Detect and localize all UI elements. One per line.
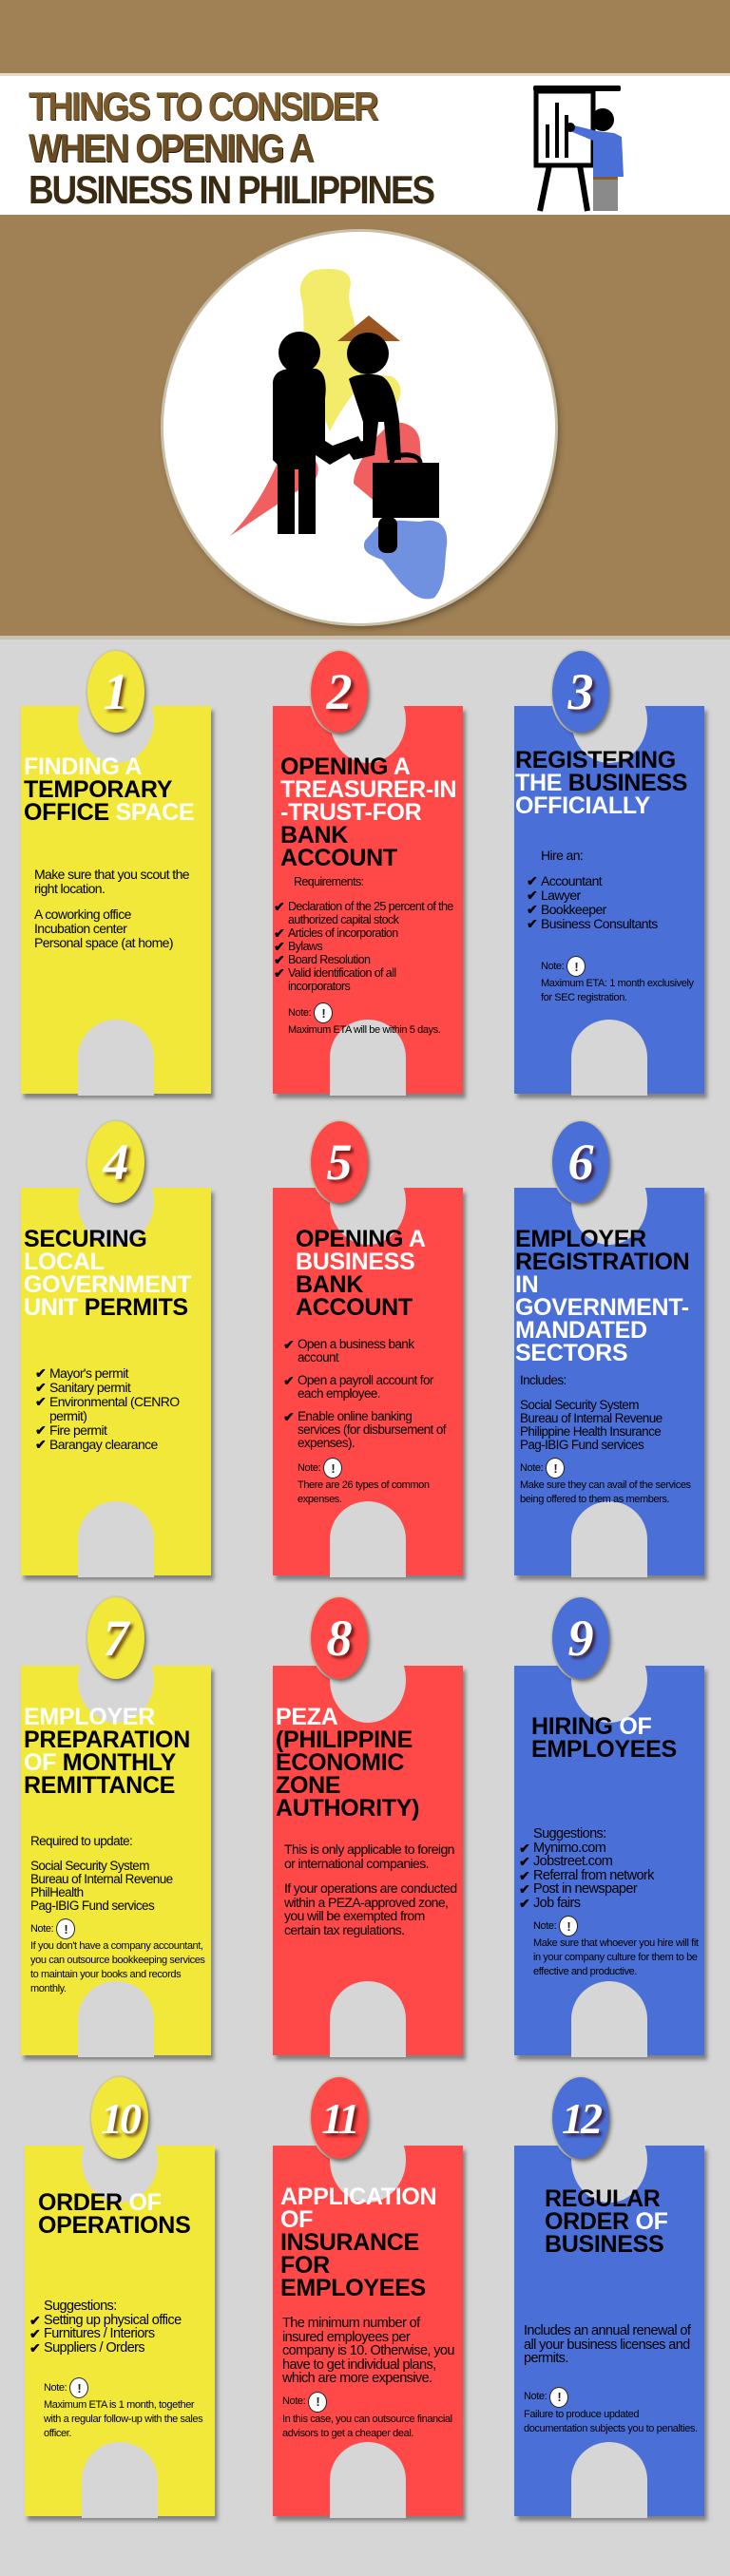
exclamation-icon: ! [546, 1458, 565, 1479]
check-icon: ✔ [519, 1881, 530, 1897]
steps-grid [0, 639, 730, 2568]
step-body: Suggestions: ✔ Mynimo.com ✔ Jobstreet.com ✔ Referral from network ✔ Post in newspaper ✔ Job fairs Note: ! Make sure that whoever you hire will fit in your company culture for them to be effective and productive. [519, 1826, 699, 1977]
step-title: ORDER OF OPERATIONS [38, 2189, 191, 2239]
list-item: ✔ Post in newspaper [519, 1881, 638, 1897]
step-card-9 [514, 1666, 704, 2055]
page-title [29, 86, 433, 211]
step-number-badge: 1 [87, 651, 144, 733]
exclamation-icon: ! [323, 1458, 342, 1479]
step-card-10 [25, 2146, 215, 2516]
step-body [35, 1365, 205, 1452]
exclamation-icon: ! [69, 2377, 88, 2398]
step-body: Suggestions: ✔ Setting up physical office ✔ Furnitures / Interiors ✔ Suppliers / Orders Note: ! Maximum ETA is 1 month, together with a regular follow-up with the sales officer. [44, 2299, 209, 2441]
check-icon: ✔ [519, 1895, 530, 1911]
step-body: Includes an annual renewal of all your business licenses and permits. Note: ! Failure to produce updated documentation subjects you to penalties. [524, 2323, 698, 2434]
step-number-badge: 5 [311, 1121, 368, 1203]
step-note: Note: ! Maximum ETA: 1 month exclusively for SEC registration. [541, 956, 699, 1005]
step-card-4 [21, 1188, 211, 1575]
step-title: FINDING A TEMPORARY OFFICE SPACE [24, 754, 195, 826]
check-icon: ✔ [35, 1437, 47, 1452]
list-item: Bureau of Internal Revenue [30, 1872, 173, 1886]
list-item: Personal space (at home) [34, 935, 173, 950]
check-icon: ✔ [35, 1394, 47, 1409]
list-item: ✔ Environmental (CENRO permit) [35, 1394, 180, 1423]
check-icon: ✔ [527, 902, 538, 917]
step-card-5 [273, 1188, 463, 1575]
exclamation-icon: ! [567, 956, 586, 977]
list-item: ✔ Barangay clearance [35, 1437, 158, 1452]
step-note: Note: ! Maximum ETA is 1 month, together with a regular follow-up with the sales officer. [44, 2377, 209, 2441]
list-item: ✔ Accountant [527, 873, 603, 888]
step-number-badge: 2 [311, 651, 368, 733]
list-item: ✔ Articles of incorporation [274, 925, 398, 941]
check-icon: ✔ [527, 887, 538, 903]
list-item: ✔ Suppliers / Orders [29, 2339, 145, 2356]
step-body: Required to update: Social Security System Bureau of Internal Revenue PhilHealth Pag-IBIG Fund services Note: ! If you don't have a company accountant, you can outsource bookkeeping services to maintain your books and records monthly. [30, 1834, 205, 1994]
step-note: Note: ! Make sure they can avail of the services being offered to them as members. [520, 1458, 699, 1507]
list-item: ✔ Valid identification of all incorporators [274, 965, 396, 993]
step-body: The minimum number of insured employees per company is 10. Otherwise, you have to get individual plans, which are more expensive. Note: ! In this case, you can outsource financial advisors to get a cheaper deal. [282, 2317, 457, 2441]
list-item: A coworking office [34, 906, 131, 922]
handshake-illustration [163, 232, 555, 623]
step-number-badge: 6 [552, 1121, 609, 1203]
title-line-2: WHEN OPENING A [29, 125, 313, 170]
step-card-12 [514, 2146, 704, 2516]
step-card-2 [273, 706, 463, 1094]
list-item: ✔ Jobstreet.com [519, 1854, 613, 1869]
check-icon: ✔ [519, 1854, 530, 1869]
check-icon: ✔ [519, 1840, 530, 1856]
exclamation-icon: ! [559, 1916, 578, 1937]
title-band [0, 76, 730, 219]
check-icon: ✔ [29, 2339, 41, 2356]
step-card-7 [21, 1666, 211, 2055]
step-body: Includes: Social Security System Bureau of Internal Revenue Philippine Health Insurance Pag-IBIG Fund services Note: ! Make sure they can avail of the services being offered to them as members. [520, 1374, 699, 1507]
list-item: ✔ Declaration of the 25 percent of the authorized capital stock [274, 899, 453, 926]
step-note: Note: ! Failure to produce updated documentation subjects you to penalties. [524, 2387, 699, 2436]
list-item: PhilHealth [30, 1885, 84, 1899]
title-line-3: BUSINESS IN PHILIPPINES [29, 167, 433, 212]
step-note: Note: ! Make sure that whoever you hire will fit in your company culture for them to be effective and productive. [533, 1916, 699, 1979]
exclamation-icon: ! [314, 1002, 333, 1023]
list-item: ✔ Fire permit [35, 1422, 107, 1438]
check-icon: ✔ [274, 952, 285, 967]
step-body: This is only applicable to foreign or international companies. If your operations are conducted within a PEZA-approved zone, you will be exempted from certain tax regulations. [284, 1841, 457, 1937]
check-icon: ✔ [519, 1867, 530, 1883]
step-card-1 [21, 706, 211, 1094]
step-number-badge: 3 [552, 651, 609, 733]
step-card-3 [514, 706, 704, 1094]
check-icon: ✔ [527, 916, 538, 931]
list-item: ✔ Setting up physical office [29, 2312, 182, 2328]
step-title: REGISTERING THE BUSINESS OFFICIALLY [515, 747, 688, 819]
check-icon: ✔ [29, 2326, 41, 2341]
step-title: HIRING OF EMPLOYEES [531, 1713, 677, 1763]
list-item: ✔ Job fairs [519, 1895, 581, 1911]
list-item: ✔ Mynimo.com [519, 1840, 606, 1856]
step-number-badge: 7 [87, 1597, 144, 1679]
exclamation-icon: ! [308, 2392, 327, 2413]
check-icon: ✔ [283, 1373, 295, 1388]
list-item: ✔ Open a business bank account [283, 1337, 414, 1364]
title-line-1: THINGS TO CONSIDER [29, 84, 377, 128]
step-title: EMPLOYER REGISTRATION IN GOVERNMENT- MANDATED SECTORS [515, 1226, 690, 1366]
list-item: ✔ Enable online banking services (for disbursement of expenses). [283, 1409, 446, 1450]
step-number-badge: 12 [552, 2077, 609, 2159]
step-title: EMPLOYER PREPARATION OF MONTHLY REMITTANCE [24, 1704, 190, 1799]
list-item: ✔ Mayor's permit [35, 1365, 128, 1381]
step-title: APPLICATION OF INSURANCE FOR EMPLOYEES [280, 2184, 437, 2301]
list-item: ✔ Bylaws [274, 939, 322, 954]
step-title: PEZA (PHILIPPINE ECONOMIC ZONE AUTHORITY) [276, 1704, 420, 1822]
step-title: SECURING LOCAL GOVERNMENT UNIT PERMITS [24, 1226, 192, 1321]
step-note: Note: ! Maximum ETA will be within 5 days. [288, 1002, 457, 1038]
check-icon: ✔ [35, 1365, 47, 1381]
step-body: Make sure that you scout the right location. A coworking office Incubation center Personal space (at home) [34, 868, 205, 950]
step-note: Note: ! In this case, you can outsource financial advisors to get a cheaper deal. [282, 2392, 457, 2441]
check-icon: ✔ [35, 1380, 47, 1395]
list-item: Bureau of Internal Revenue [520, 1411, 663, 1425]
step-title: OPENING A BUSINESS BANK ACCOUNT [296, 1226, 426, 1321]
step-note: Note: ! If you don't have a company accountant, you can outsource bookkeeping services to maintain your books and records monthly. [30, 1918, 205, 1996]
list-item: Social Security System [30, 1859, 149, 1873]
list-item: ✔ Furnitures / Interiors [29, 2326, 155, 2341]
exclamation-icon: ! [549, 2387, 568, 2408]
list-item: ✔ Lawyer [527, 887, 581, 903]
list-item: ✔ Referral from network [519, 1867, 654, 1883]
list-item: ✔ Business Consultants [527, 916, 658, 931]
step-card-6 [514, 1188, 704, 1575]
step-card-8 [273, 1666, 463, 2055]
check-icon: ✔ [35, 1422, 47, 1438]
step-body: Requirements: ✔ Declaration of the 25 percent of the authorized capital stock ✔ Articles of incorporation ✔ Bylaws ✔ Board Resolution ✔ Valid identification of all incorporators Note: ! Maximum ETA will be within 5 days. [288, 875, 457, 1038]
check-icon: ✔ [274, 925, 285, 941]
list-item: ✔ Board Resolution [274, 952, 371, 967]
check-icon: ✔ [274, 939, 285, 954]
step-note: Note: ! There are 26 types of common expenses. [298, 1458, 457, 1507]
list-item: ✔ Sanitary permit [35, 1380, 131, 1395]
step-number-badge: 11 [311, 2077, 368, 2159]
check-icon: ✔ [274, 965, 285, 981]
step-number-badge: 4 [87, 1121, 144, 1203]
check-icon: ✔ [283, 1409, 295, 1424]
list-item: ✔ Open a payroll account for each employee. [283, 1373, 433, 1401]
step-number-badge: 8 [311, 1597, 368, 1679]
handshake-icon [163, 232, 555, 623]
step-number-badge: 10 [91, 2077, 148, 2159]
top-band [0, 0, 730, 76]
step-card-11 [273, 2146, 463, 2516]
check-icon: ✔ [274, 899, 285, 914]
list-item: ✔ Bookkeeper [527, 902, 606, 917]
list-item: Pag-IBIG Fund services [30, 1899, 155, 1913]
step-body: Hire an: ✔ Accountant ✔ Lawyer ✔ Bookkeeper ✔ Business Consultants Note: ! Maximum ETA: 1 month exclusively for SEC registration. [541, 849, 699, 1005]
list-item: Philippine Health Insurance [520, 1424, 662, 1439]
step-title: REGULAR ORDER OF BUSINESS [545, 2185, 668, 2258]
check-icon: ✔ [527, 873, 538, 888]
hero-band [0, 219, 730, 639]
check-icon: ✔ [29, 2312, 41, 2328]
step-body [283, 1337, 457, 1507]
list-item: Pag-IBIG Fund services [520, 1438, 644, 1452]
step-number-badge: 9 [552, 1597, 609, 1679]
check-icon: ✔ [283, 1337, 295, 1352]
step-title: OPENING A TREASURER-IN -TRUST-FOR BANK ACCOUNT [280, 754, 457, 871]
list-item: Incubation center [34, 921, 127, 936]
list-item: Social Security System [520, 1398, 639, 1412]
exclamation-icon: ! [56, 1918, 75, 1939]
presenter-chart-icon [530, 82, 673, 215]
